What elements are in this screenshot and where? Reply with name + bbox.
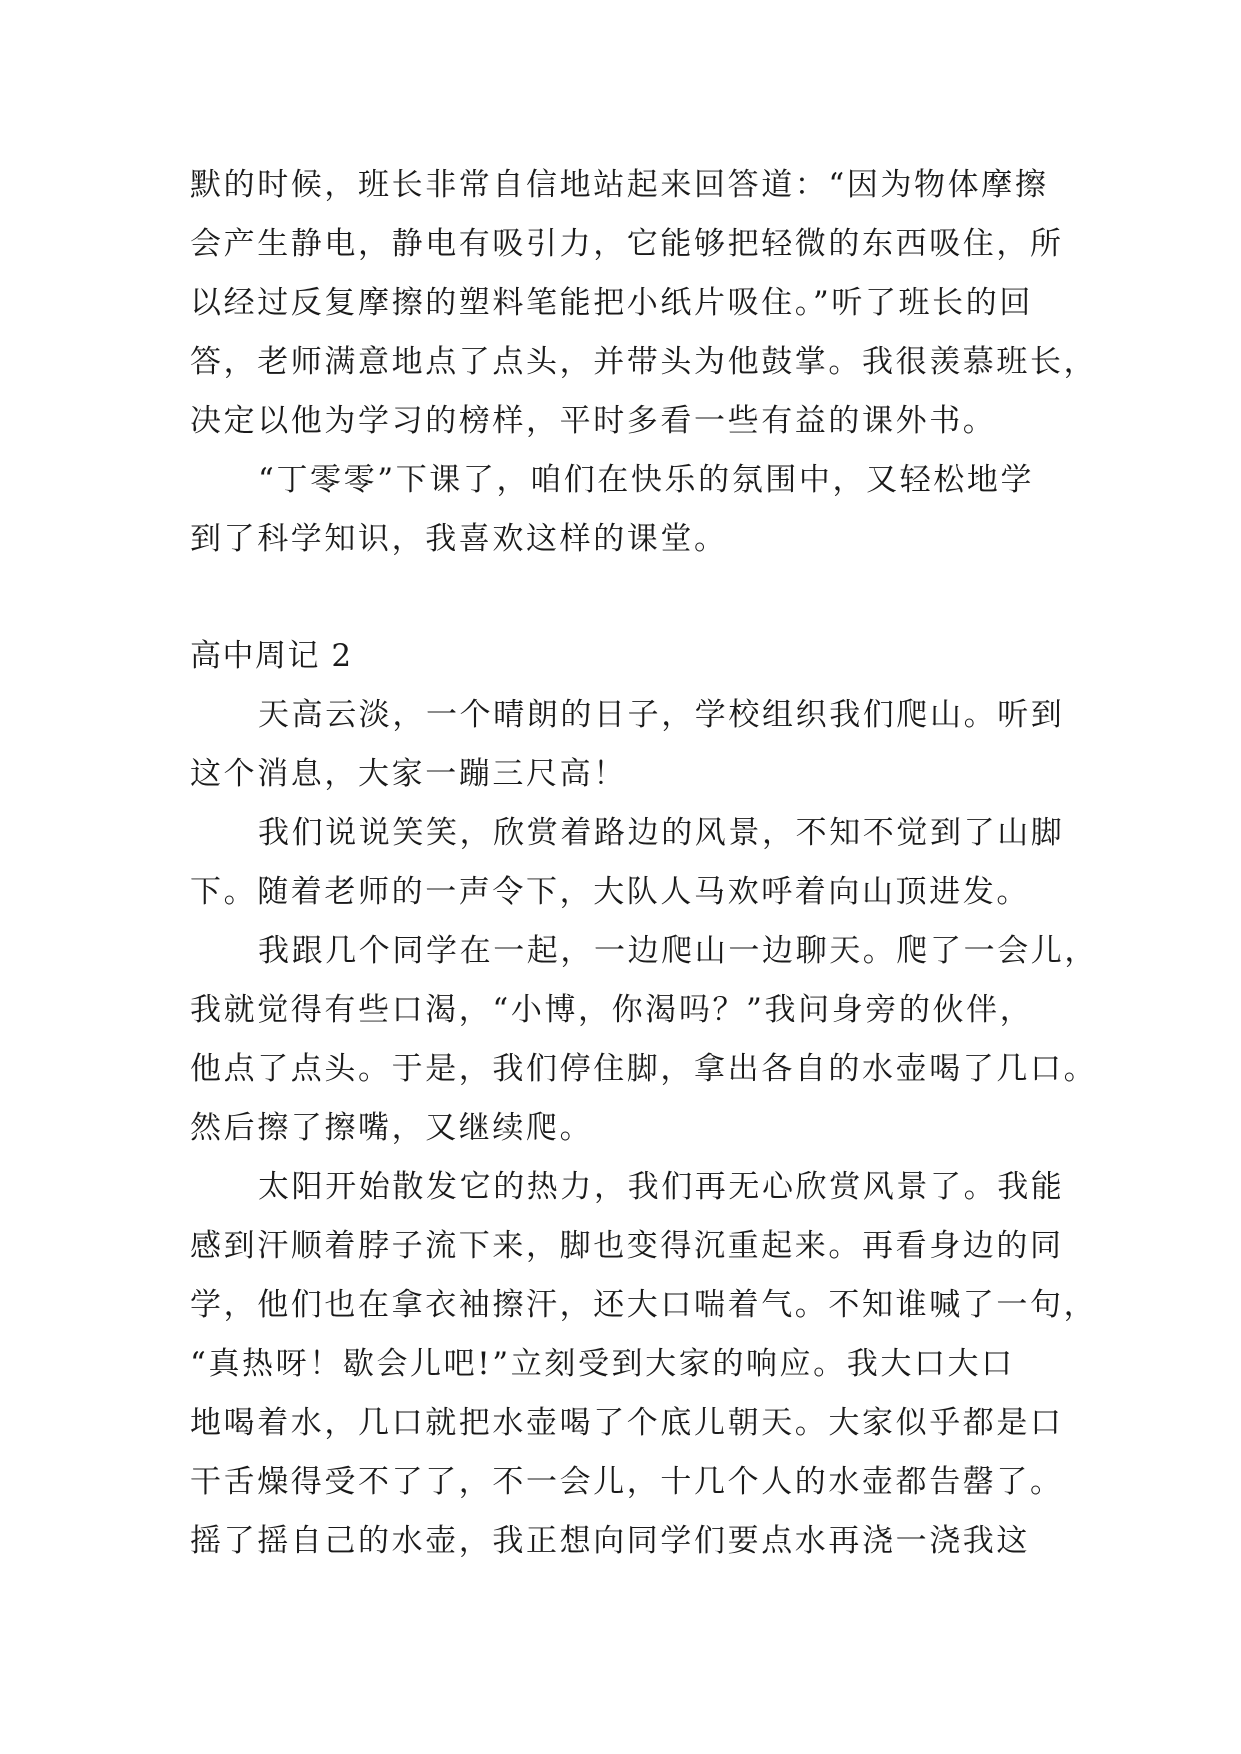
paragraph-line: 这个消息，大家一蹦三尺高！ [190,756,627,792]
paragraph-line: 我跟几个同学在一起，一边爬山一边聊天。爬了一会儿， [258,933,1098,969]
paragraph-line: 下。随着老师的一声令下，大队人马欢呼着向山顶进发。 [190,874,1030,910]
paragraph-line: 天高云淡，一个晴朗的日子，学校组织我们爬山。听到 [258,697,1065,733]
paragraph-line: 太阳开始散发它的热力，我们再无心欣赏风景了。我能 [258,1169,1065,1205]
paragraph-line: 他点了点头。于是，我们停住脚，拿出各自的水壶喝了几口。 [190,1051,1098,1087]
paragraph-line: 然后擦了擦嘴，又继续爬。 [190,1110,594,1146]
paragraph-line: 以经过反复摩擦的塑料笔能把小纸片吸住。”听了班长的回 [190,285,1033,321]
paragraph-line: “丁零零”下课了，咱们在快乐的氛围中，又轻松地学 [258,462,1035,498]
paragraph-line: 地喝着水，几口就把水壶喝了个底儿朝天。大家似乎都是口 [190,1405,1064,1441]
paragraph-line: “真热呀！歇会儿吧!”立刻受到大家的响应。我大口大口 [190,1346,1015,1382]
paragraph-line: 答，老师满意地点了点头，并带头为他鼓掌。我很羡慕班长， [190,344,1098,380]
paragraph-line: 我们说说笑笑，欣赏着路边的风景，不知不觉到了山脚 [258,815,1065,851]
paragraph-line: 学，他们也在拿衣袖擦汗，还大口喘着气。不知谁喊了一句， [190,1287,1098,1323]
paragraph-line: 决定以他为学习的榜样，平时多看一些有益的课外书。 [190,403,997,439]
paragraph-line: 会产生静电，静电有吸引力，它能够把轻微的东西吸住，所 [190,226,1064,262]
paragraph-line: 感到汗顺着脖子流下来，脚也变得沉重起来。再看身边的同 [190,1228,1064,1264]
paragraph-line: 默的时候，班长非常自信地站起来回答道：“因为物体摩擦 [190,167,1049,203]
paragraph-line: 干舌燥得受不了了，不一会儿，十几个人的水壶都告罄了。 [190,1464,1064,1500]
section-title: 高中周记 2 [190,638,353,674]
paragraph-line: 摇了摇自己的水壶，我正想向同学们要点水再浇一浇我这 [190,1523,1030,1559]
paragraph-line: 我就觉得有些口渴，“小博，你渴吗？”我问身旁的伙伴， [190,992,1034,1028]
paragraph-line: 到了科学知识，我喜欢这样的课堂。 [190,521,728,557]
